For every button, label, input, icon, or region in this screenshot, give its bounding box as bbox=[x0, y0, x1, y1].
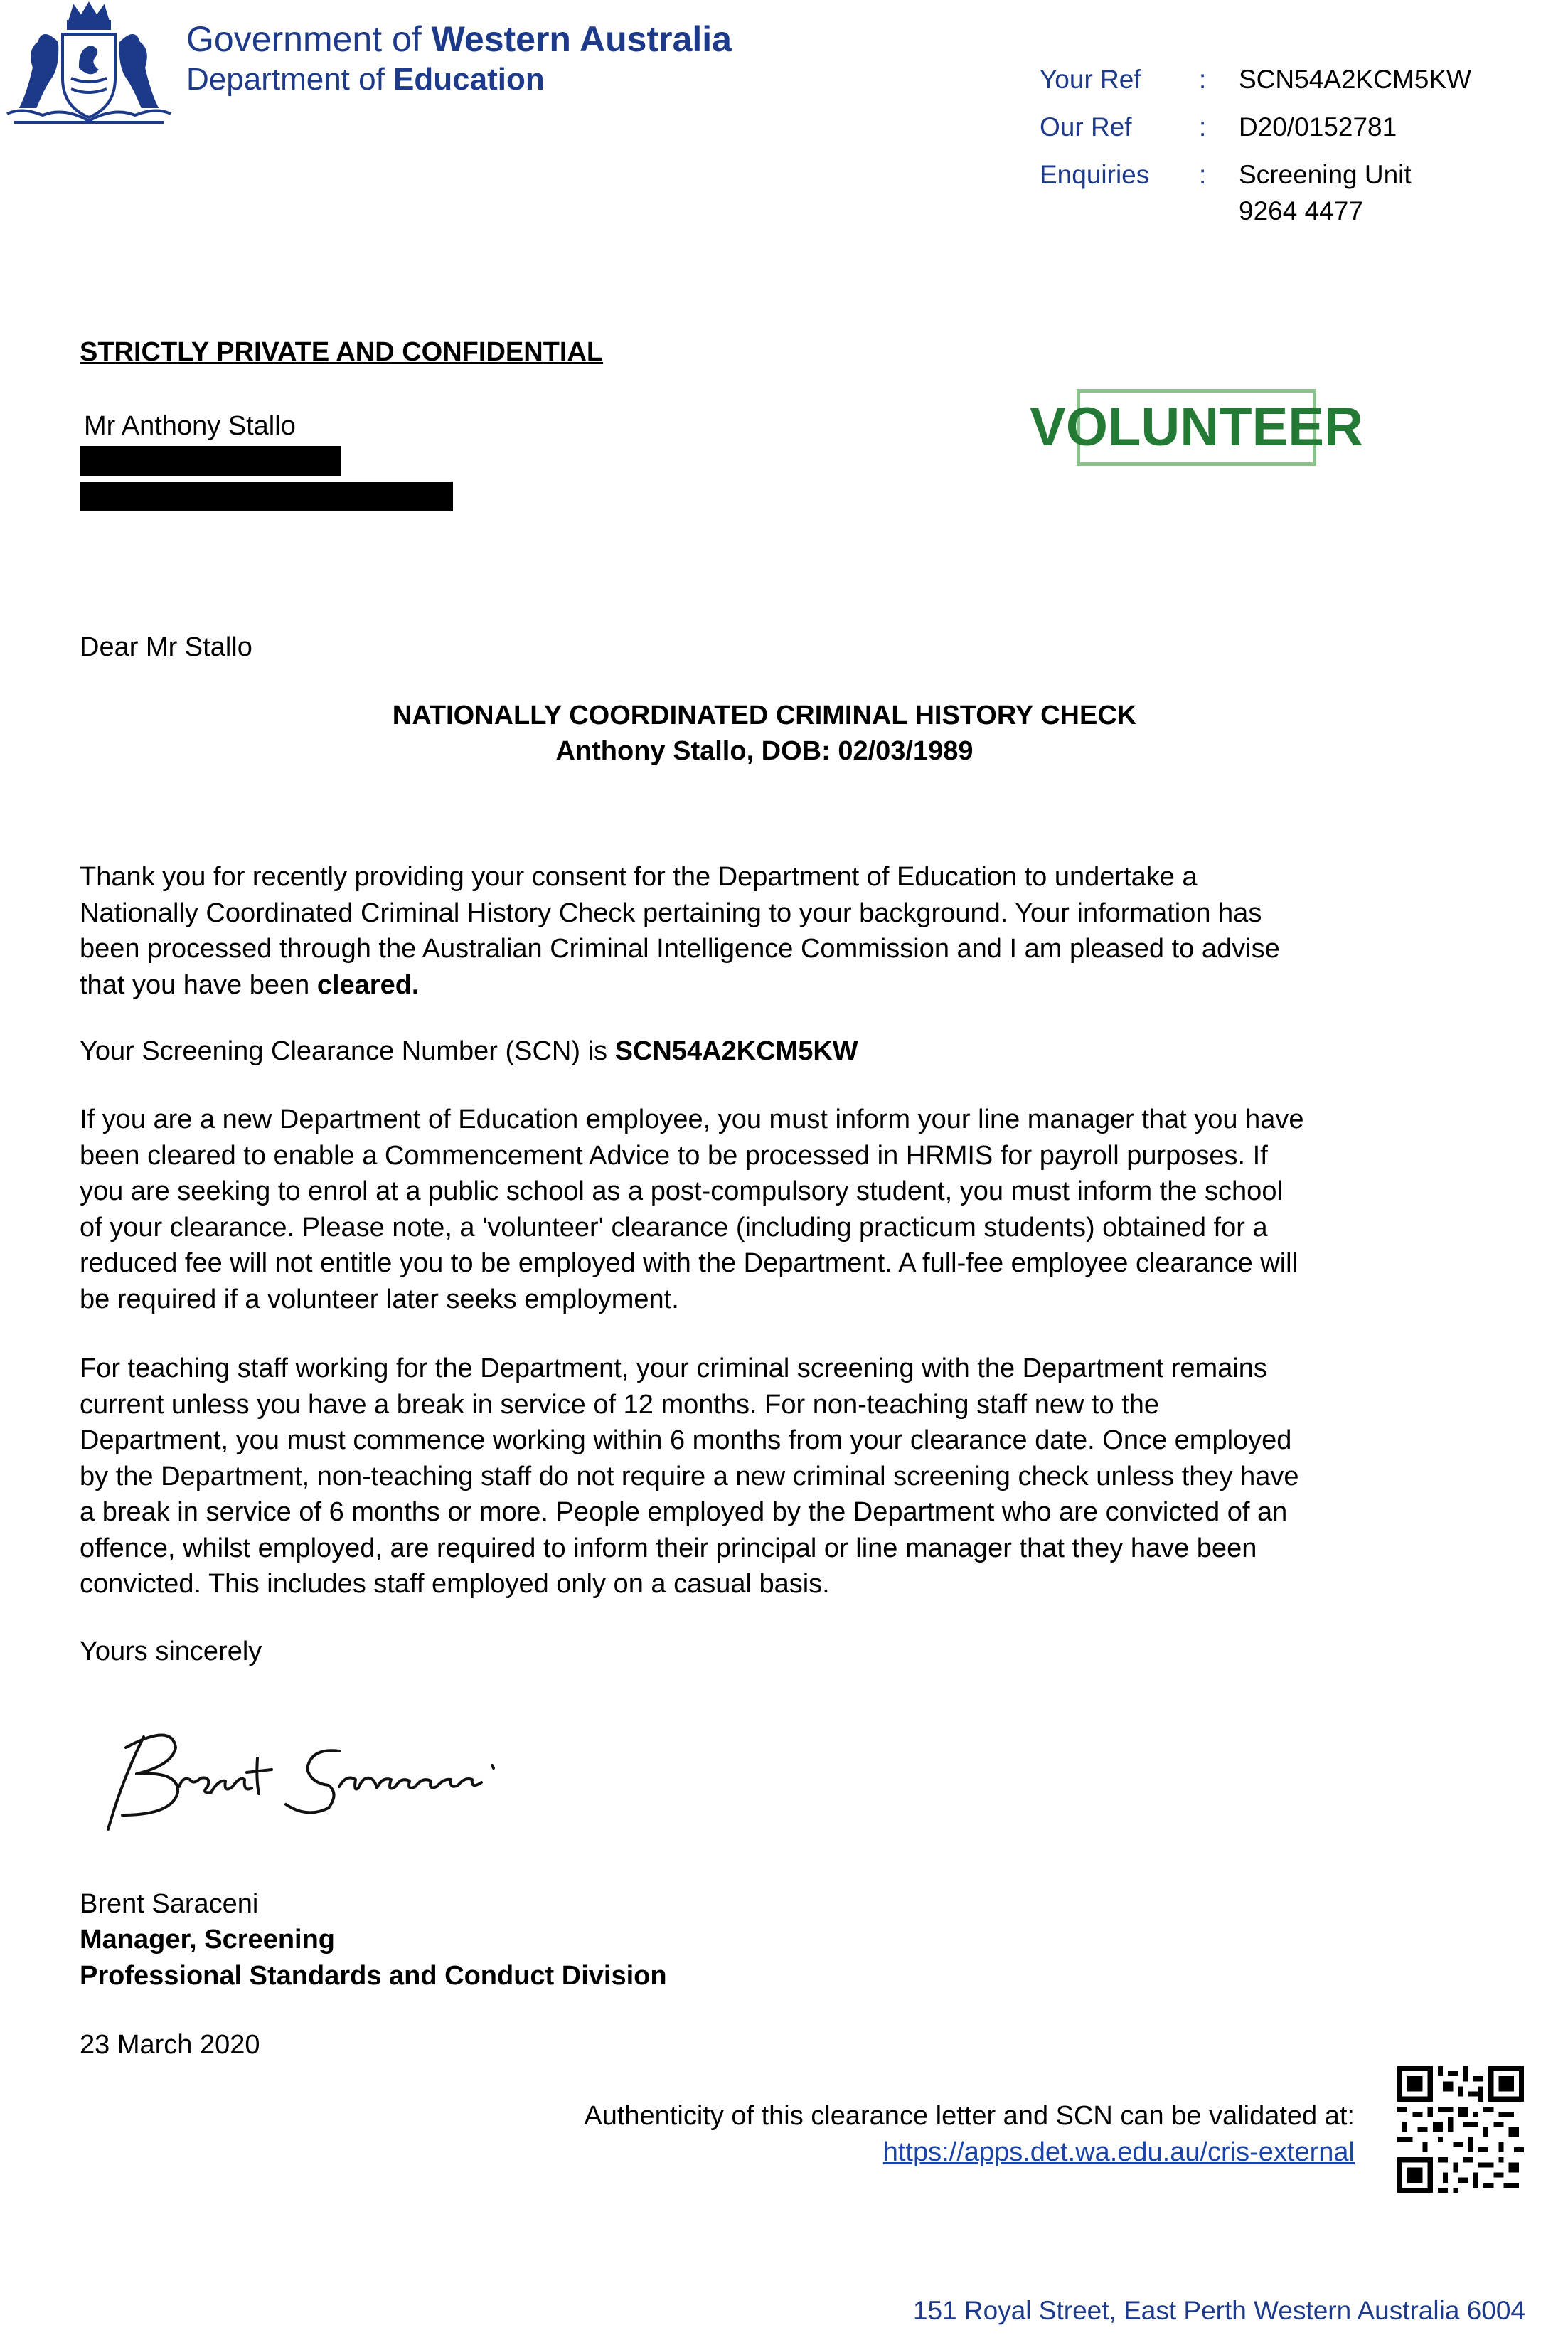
department-title: Department of Education bbox=[186, 62, 545, 97]
government-title: Government of Western Australia bbox=[186, 19, 732, 59]
paragraph-line: Department, you must commence working within 6 months from your clearance date. Once employed bbox=[80, 1425, 1292, 1455]
cleared-status: cleared. bbox=[316, 969, 420, 1000]
wa-coat-of-arms-icon bbox=[0, 0, 178, 128]
our-ref-label: Our Ref bbox=[1040, 112, 1132, 142]
paragraph-line: If you are a new Department of Education employee, you must inform your line manager that you have bbox=[80, 1105, 1304, 1134]
paragraph-scn: Your Screening Clearance Number (SCN) is SCN54A2KCM5KW bbox=[80, 1036, 858, 1066]
paragraph-consent bbox=[80, 859, 1280, 1003]
volunteer-stamp-text: VOLUNTEER bbox=[1030, 397, 1363, 457]
redacted-address-line bbox=[80, 482, 453, 511]
paragraph-line: offence, whilst employed, are required to inform their principal or line manager that they have been bbox=[80, 1533, 1257, 1563]
paragraph-line: Thank you for recently providing your consent for the Department of Education to undertake a bbox=[80, 862, 1198, 892]
signatory-division: Professional Standards and Conduct Division bbox=[80, 1961, 667, 1991]
volunteer-stamp bbox=[1030, 389, 1363, 466]
ref-separator: : bbox=[1199, 112, 1207, 142]
your-ref-label: Your Ref bbox=[1040, 65, 1141, 94]
footer-address: 151 Royal Street, East Perth Western Australia 6004 bbox=[912, 2296, 1525, 2325]
paragraph-line: reduced fee will not entitle you to be employed with the Department. A full-fee employee clearance will bbox=[80, 1248, 1298, 1278]
your-ref-value: SCN54A2KCM5KW bbox=[1239, 65, 1471, 94]
paragraph-employee-info bbox=[80, 1102, 1304, 1317]
scn-value: SCN54A2KCM5KW bbox=[614, 1036, 858, 1066]
paragraph-teaching-staff bbox=[80, 1351, 1299, 1602]
validation-link[interactable]: https://apps.det.wa.edu.au/cris-external bbox=[882, 2137, 1355, 2167]
paragraph-line: been cleared to enable a Commencement Advice to be processed in HRMIS for payroll purposes. If bbox=[80, 1140, 1268, 1171]
qr-code-icon bbox=[1397, 2066, 1524, 2193]
subject-line: Anthony Stallo, DOB: 02/03/1989 bbox=[555, 736, 974, 766]
our-ref-value: D20/0152781 bbox=[1239, 112, 1397, 142]
enquiries-phone: 9264 4477 bbox=[1239, 196, 1363, 225]
subject-line: NATIONALLY COORDINATED CRIMINAL HISTORY CHECK bbox=[392, 701, 1137, 730]
paragraph-line: by the Department, non-teaching staff do not require a new criminal screening check unless they have bbox=[80, 1461, 1299, 1491]
paragraph-line: you are seeking to enrol at a public school as a post-compulsory student, you must inform the school bbox=[80, 1176, 1283, 1206]
signatory-name: Brent Saraceni bbox=[80, 1889, 259, 1919]
validation-text: Authenticity of this clearance letter and SCN can be validated at: bbox=[584, 2101, 1355, 2131]
paragraph-line: convicted. This includes staff employed only on a casual basis. bbox=[80, 1569, 830, 1599]
salutation: Dear Mr Stallo bbox=[80, 632, 252, 662]
paragraph-line: Nationally Coordinated Criminal History Check pertaining to your background. Your information has bbox=[80, 898, 1262, 928]
enquiries-label: Enquiries bbox=[1040, 160, 1150, 189]
paragraph-line: a break in service of 6 months or more. People employed by the Department who are convicted of an bbox=[80, 1497, 1288, 1527]
confidential-heading: STRICTLY PRIVATE AND CONFIDENTIAL bbox=[80, 337, 604, 367]
signature-image bbox=[94, 1708, 506, 1838]
paragraph-line: of your clearance. Please note, a 'volunteer' clearance (including practicum students) obtained for a bbox=[80, 1212, 1268, 1243]
closing: Yours sincerely bbox=[80, 1637, 262, 1666]
ref-separator: : bbox=[1199, 65, 1207, 94]
paragraph-line: that you have been cleared. bbox=[80, 969, 420, 1000]
paragraph-line: been processed through the Australian Criminal Intelligence Commission and I am pleased to advise bbox=[80, 934, 1280, 964]
paragraph-line: For teaching staff working for the Department, your criminal screening with the Department remains bbox=[80, 1353, 1267, 1383]
recipient-name: Mr Anthony Stallo bbox=[84, 411, 296, 441]
redacted-address-line bbox=[80, 446, 341, 476]
enquiries-value: Screening Unit bbox=[1239, 160, 1412, 189]
signatory-title: Manager, Screening bbox=[80, 1925, 336, 1954]
paragraph-line: be required if a volunteer later seeks employment. bbox=[80, 1284, 679, 1314]
ref-separator: : bbox=[1199, 160, 1207, 189]
letter-date: 23 March 2020 bbox=[80, 2030, 260, 2060]
paragraph-line: current unless you have a break in service of 12 months. For non-teaching staff new to the bbox=[80, 1389, 1160, 1420]
